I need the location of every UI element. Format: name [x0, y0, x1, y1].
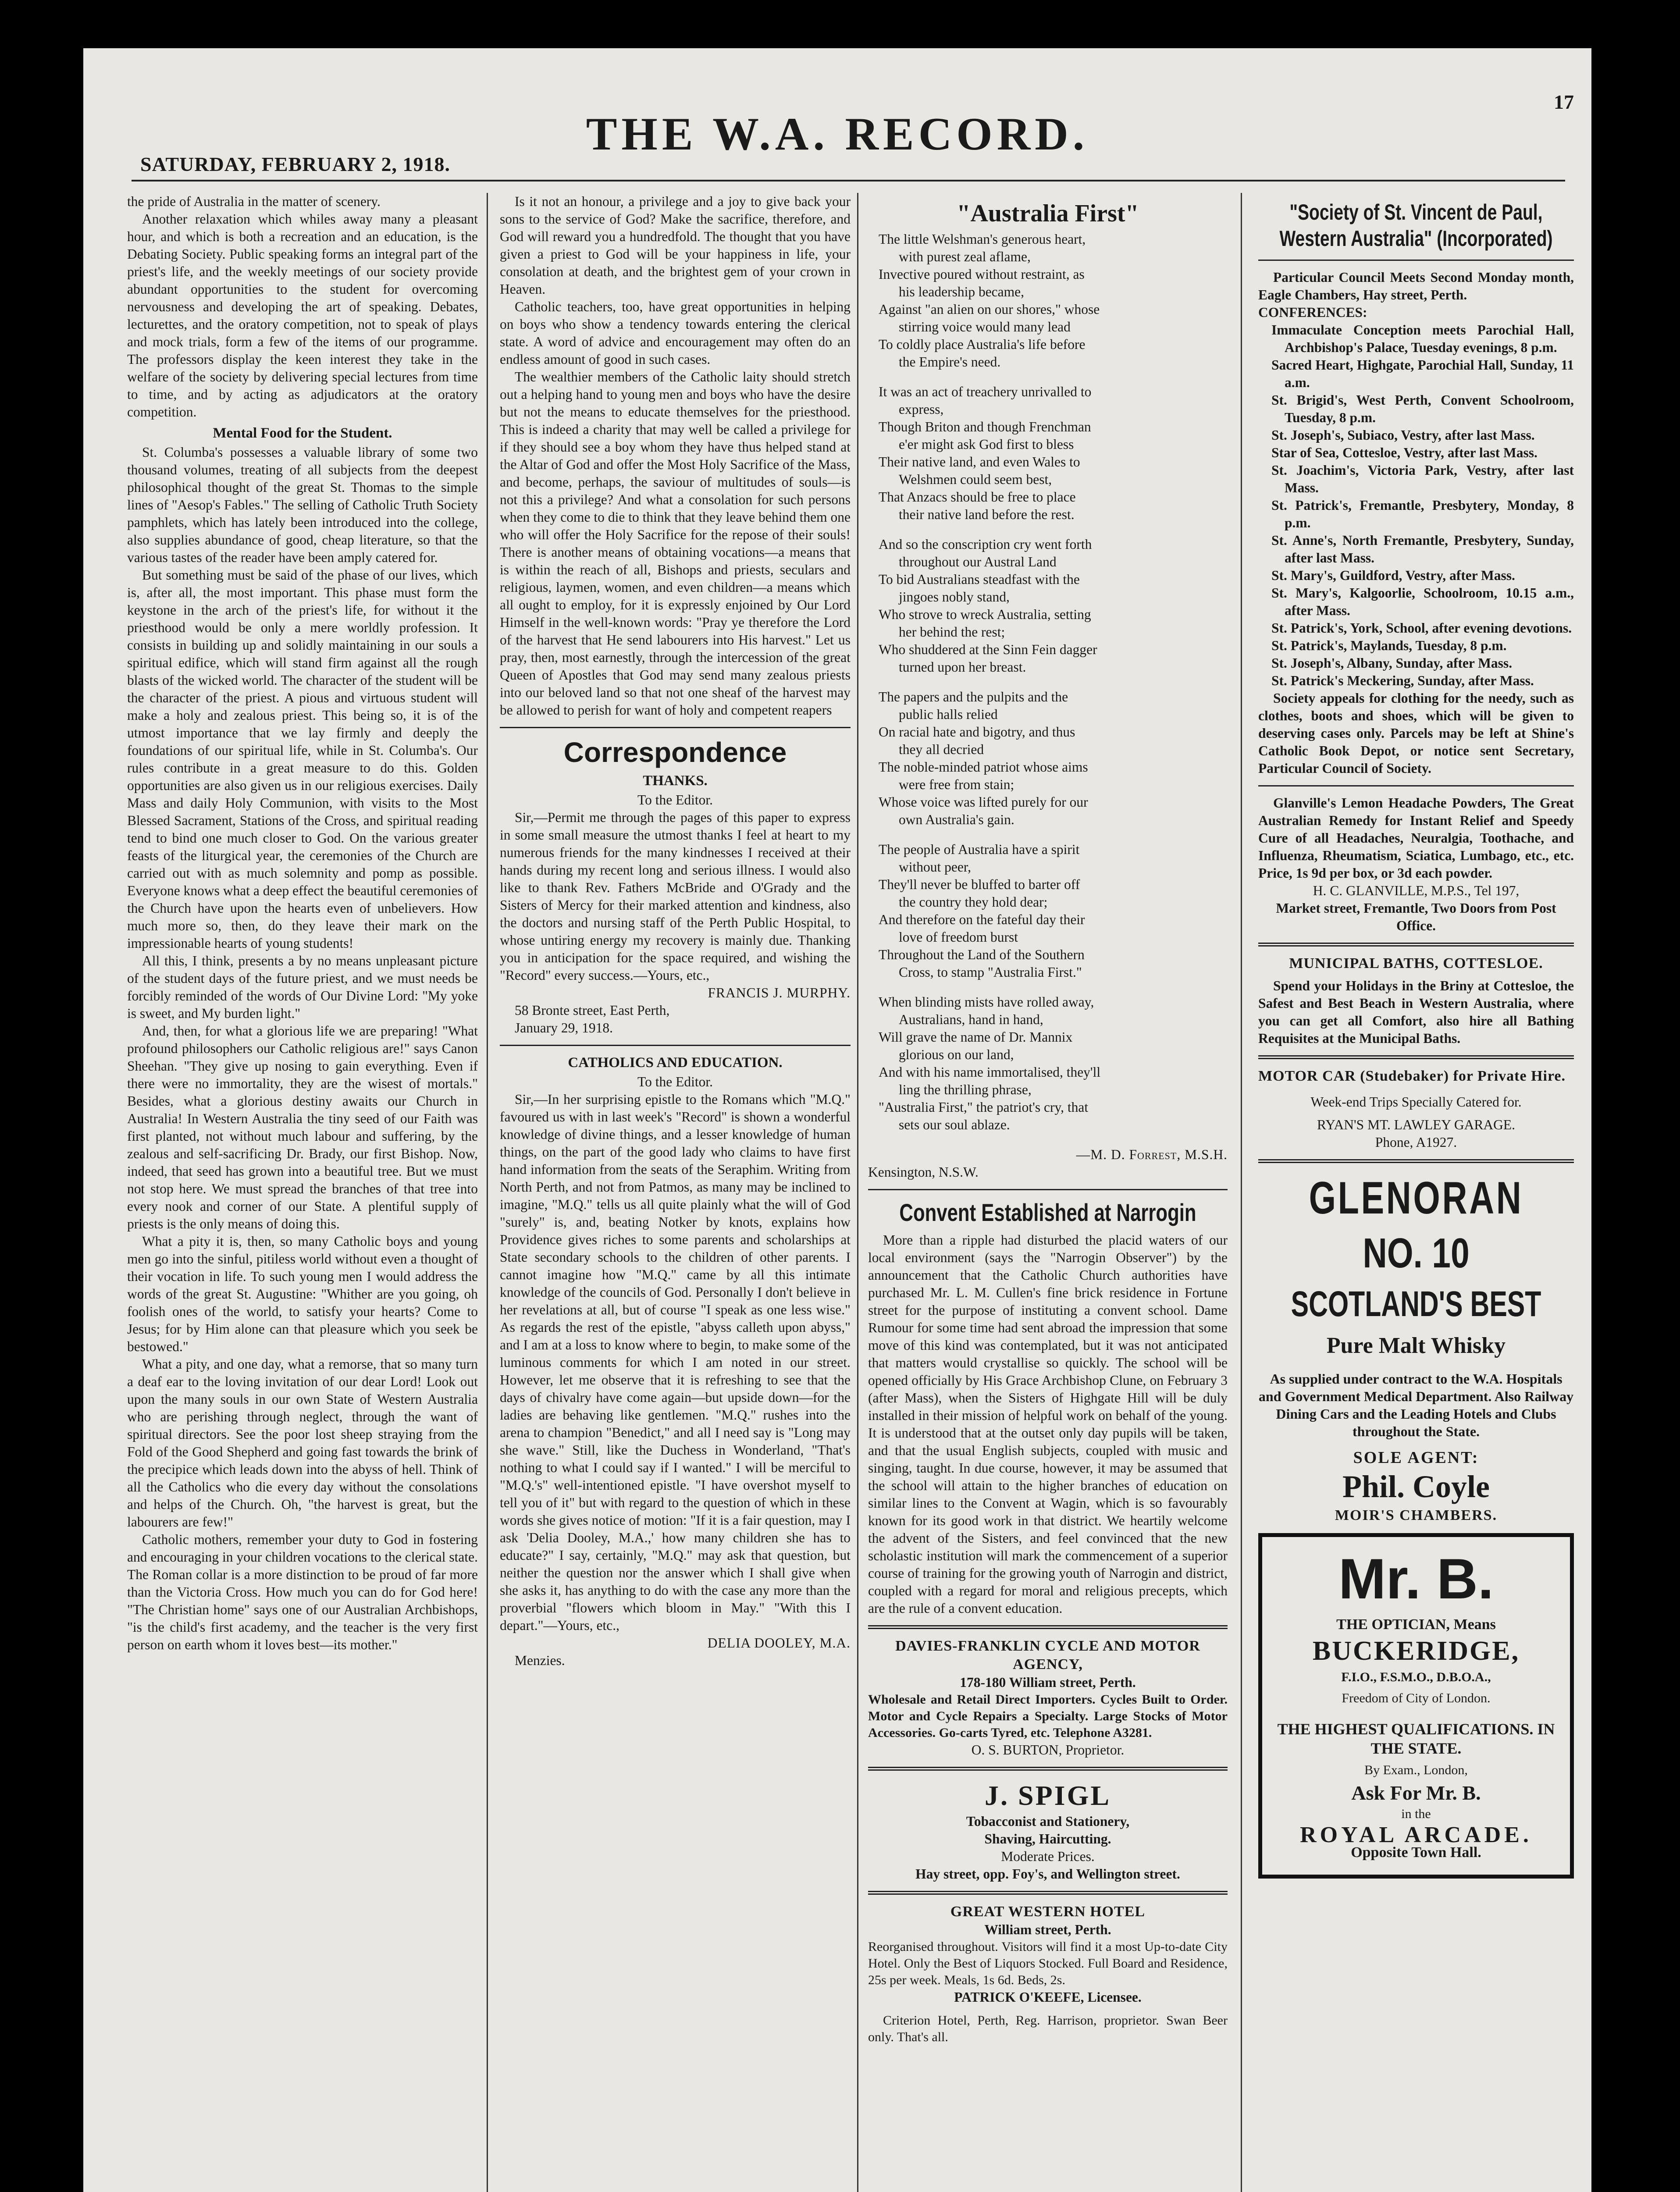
poem-line: his leadership became,	[899, 284, 1025, 299]
ad-title: MOTOR CAR (Studebaker) for Private Hire.	[1258, 1068, 1566, 1084]
ad-spigl	[868, 1779, 1228, 1883]
poem-line: The noble-minded patriot whose aims	[879, 759, 1088, 775]
conference-item: St. Patrick's, Maylands, Tuesday, 8 p.m.	[1271, 638, 1507, 653]
article-paragraph: All this, I think, presents a by no means unpleasant picture of the student days of the future priest, and we must needs be forcibly reminded of the words of Our Divine Lord: "My yoke is sweet, and My burden light."	[127, 953, 478, 1021]
ad-davies-franklin	[868, 1637, 1228, 1759]
conference-item: Star of Sea, Cottesloe, Vestry, after last Mass.	[1271, 445, 1538, 460]
ad-body: Wholesale and Retail Direct Importers. Cycles Built to Order. Motor and Cycle Repairs a Specialty. Large Stocks of Motor Accessories. Go-carts Tyred, etc. Telephone A3281.	[868, 1692, 1228, 1740]
letter-heading: CATHOLICS AND EDUCATION.	[568, 1055, 783, 1071]
poem-line: express,	[899, 402, 944, 417]
article-paragraph: Catholic mothers, remember your duty to God in fostering and encouraging in your children vocations to the clerical state. The Roman collar is a more distinction to be proud of far more than the Victoria Cross. How much you can do for God here! "The Christian home" says one of our Australian Archbishops, "is the child's first academy, and the teacher is the very first person on earth whom it loves best—its mother."	[127, 1532, 478, 1652]
society-title: "Society of St. Vincent de Paul, Western Australia" (Incorporated)	[1279, 200, 1553, 251]
ad-line: Opposite Town Hall.	[1351, 1844, 1481, 1861]
poem-line: turned upon her breast.	[899, 659, 1026, 675]
poem-line: without peer,	[899, 859, 971, 875]
poem-stanza	[868, 688, 1228, 829]
column-divider	[487, 193, 488, 2192]
ad-title: J. SPIGL	[984, 1780, 1111, 1811]
letter-date: January 29, 1918.	[515, 1020, 613, 1036]
poem-line: e'er might ask God first to bless	[899, 437, 1074, 452]
conference-item: St. Anne's, North Fremantle, Presbytery, Sunday, after last Mass.	[1271, 533, 1574, 566]
poem-line: the country they hold dear;	[899, 894, 1048, 910]
ad-body: As supplied under contract to the W.A. Hospitals and Government Medical Department. Also Railway Dining Cars and the Leading Hotels and Clubs throughout the State.	[1258, 1371, 1574, 1439]
poem-line: sets our soul ablaze.	[899, 1117, 1010, 1132]
poem-line: The little Welshman's generous heart,	[879, 231, 1086, 247]
ad-rule	[1258, 785, 1574, 786]
ad-glenoran-whisky	[1258, 1172, 1574, 1524]
letter-signature: FRANCIS J. MURPHY.	[708, 985, 851, 1000]
ad-line: RYAN'S MT. LAWLEY GARAGE.	[1317, 1117, 1515, 1132]
conferences-list	[1258, 321, 1574, 690]
masthead: THE W.A. RECORD.	[586, 108, 1089, 160]
conference-item: St. Patrick's, Fremantle, Presbytery, Monday, 8 p.m.	[1271, 498, 1574, 530]
ad-glanville	[1258, 794, 1574, 935]
newspaper-page	[83, 48, 1591, 2192]
ad-agent-label: SOLE AGENT:	[1353, 1448, 1479, 1467]
ad-line: in the	[1401, 1807, 1431, 1821]
column-divider	[1241, 193, 1242, 2192]
column-3	[868, 193, 1228, 2192]
ad-line: Shaving, Haircutting.	[984, 1831, 1111, 1847]
poem-line: On racial hate and bigotry, and thus	[879, 724, 1075, 740]
poem-line: The papers and the pulpits and the	[879, 689, 1068, 705]
column-1	[127, 193, 478, 2192]
letter-body: Sir,—Permit me through the pages of this paper to express in some small measure the utmost thanks I feel at heart to my numerous friends for the many kindnesses I received at their hands during my recent long and serious illness. I would also like to thank Rev. Fathers McBride and O'Grady and the Sisters of Mercy for their marked attention and kindness, also the doctors and nursing staff of the Perth Public Hospital, to whose untiring energy my recovery is mainly due. Thanking you in anticipation for the space required, and wishing the "Record" every success.—Yours, etc.,	[500, 810, 851, 983]
ad-address: William street, Perth.	[984, 1922, 1111, 1937]
letter-salutation: To the Editor.	[637, 1074, 713, 1089]
poem-line: Against "an alien on our shores," whose	[879, 302, 1100, 317]
poem-stanza	[868, 536, 1228, 676]
poem-line: To bid Australians steadfast with the	[879, 572, 1080, 587]
conference-item: St. Mary's, Kalgoorlie, Schoolroom, 10.15 a.m., after Mass.	[1271, 585, 1574, 618]
society-appeal: Society appeals for clothing for the needy, such as clothes, boots and shoes, which will be given to deserving cases only. Parcels may be left at Shine's Catholic Book Depot, or notice sent Secretary, Particular Council of Society.	[1258, 690, 1574, 776]
ad-motor-car	[1258, 1067, 1574, 1151]
letter-signature: DELIA DOOLEY, M.A.	[707, 1635, 851, 1651]
poem-line: own Australia's gain.	[899, 812, 1014, 827]
ad-body: Reorganised throughout. Visitors will find it a most Up-to-date City Hotel. Only the Best of Liquors Stocked. Full Board and Residence, 25s per week. Meals, 1s 6d. Beds, 2s.	[868, 1939, 1228, 1987]
ad-line: Week-end Trips Specially Catered for.	[1310, 1094, 1522, 1110]
article-paragraph: What a pity, and one day, what a remorse, that so many turn a deaf ear to the loving invitation of our dear Lord! Look out upon the many souls in our own State of Western Australia who are perishing through neglect, through the want of spiritual directors. See the poor lost sheep straying from the Fold of the Good Shepherd and going fast towards the brink of the precipice which leads down into the abyss of hell. Think of all the Catholics who die every day without the consolations and helps of the Church. Oh, "the harvest is great, but the labourers are few!"	[127, 1356, 478, 1530]
section-rule	[868, 1189, 1228, 1190]
poem-line: And with his name immortalised, they'll	[879, 1064, 1101, 1080]
poem-line: They'll never be bluffed to barter off	[879, 877, 1080, 892]
ad-title: GREAT WESTERN HOTEL	[950, 1904, 1146, 1920]
article-paragraph: But something must be said of the phase of our lives, which is, after all, the most important. This phase must form the keystone in the arch of the priest's life, for without it the priesthood would be only a mere worldly profession. It consists in building up and solidly maintaining in our souls a spiritual edifice, which will stand firm against all the rough blasts of the wicked world. The character of the student will be the character of the priest. A pious and virtuous student will make a holy and zealous priest. This being so, it is of the utmost importance that we lay firmly and deeply the foundations of our spiritual life, while in St. Columba's. Our rules contribute in a great measure to do this. Golden opportunities are also given us in our religious exercises. Daily Mass and daily Holy Communion, with visits to the Most Blessed Sacrament, Stations of the Cross, and spiritual reading tend to bind one much closer to God. On the various greater feasts of the liturgical year, the ceremonies of the Church are carried out with as much solemnity and pomp as possible. Everyone knows what a deep effect the beautiful ceremonies of the Church have upon the hearts even of unbelievers. How much more so, then, do they leave their mark on the impressionable hearts of young students!	[127, 567, 478, 951]
ad-rule	[868, 1767, 1228, 1771]
conference-item: St. Joseph's, Albany, Sunday, after Mass.	[1271, 655, 1513, 671]
poem-line: And so the conscription cry went forth	[879, 537, 1092, 552]
poem-line: Welshmen could seem best,	[899, 472, 1052, 487]
poem-line: the Empire's need.	[899, 354, 1001, 370]
ad-line: Hay street, opp. Foy's, and Wellington street.	[915, 1866, 1180, 1882]
conference-item: Sacred Heart, Highgate, Parochial Hall, Sunday, 11 a.m.	[1271, 357, 1574, 390]
poem-line: It was an act of treachery unrivalled to	[879, 384, 1092, 399]
poem	[868, 231, 1228, 1134]
ad-address: 178-180 William street, Perth.	[960, 1675, 1136, 1690]
poem-signature: —M. D. Forrest, M.S.H.	[1076, 1147, 1228, 1162]
conference-item: St. Joseph's, Subiaco, Vestry, after last Mass.	[1271, 427, 1535, 443]
poem-line: The people of Australia have a spirit	[879, 842, 1080, 857]
header-rule	[132, 180, 1565, 181]
poem-line: they all decried	[899, 742, 984, 757]
ad-line: ROYAL ARCADE.	[1300, 1822, 1532, 1847]
article-paragraph: And, then, for what a glorious life we are preparing! "What profound philosophers our Catholic religious are!" says Canon Sheehan. "They give up nosing to gain everything. Even if there were no immortality, they are the wisest of mortals." Besides, what a glorious destiny awaits our Church in Australia! In Western Australia the tiny seed of our Faith was first planted, not without much labour and suffering, by the zealous and self-sacrificing Dr. Brady, our first Bishop. Now, indeed, that seed has grown into a beautiful tree. But we must not stop here. We must spread the branches of that tree into every nook and corner of our State. A plentiful supply of priests is the only means of doing this.	[127, 1023, 478, 1231]
poem-line: And therefore on the fateful day their	[879, 912, 1085, 927]
ad-line: Moderate Prices.	[1001, 1849, 1095, 1864]
article-paragraph: What a pity it is, then, so many Catholic boys and young men go into the sinful, pitiless world without even a thought of their vocation in life. To such young men I would address the words of the great St. Augustine: "Whither are you going, oh foolish ones of the world, to satisfy your hearts? Come to Jesus; for by Him alone can that pleasure which you seek be bestowed."	[127, 1234, 478, 1354]
poem-line: Who shuddered at the Sinn Fein dagger	[879, 642, 1097, 657]
ad-rule	[868, 1891, 1228, 1895]
column-2	[500, 193, 851, 2192]
ad-agent-name: Phil. Coyle	[1342, 1469, 1490, 1504]
ad-address: Market street, Fremantle, Two Doors from Post Office.	[1276, 900, 1556, 933]
ad-footer: Criterion Hotel, Perth, Reg. Harrison, proprietor. Swan Beer only. That's all.	[868, 2013, 1228, 2044]
article-paragraph: The wealthier members of the Catholic laity should stretch out a helping hand to young men and boys who have the desire but not the means to educate themselves for the priesthood. This is indeed a charity that may well be called a privilege for if they should see a boy whom they have thus helped stand at the Altar of God and offer the Most Holy Sacrifice of the Mass, and become, perhaps, the saviour of multitudes of souls—is not this a privilege? And what a consolation for such persons when they come to die to think that they leave behind them one who will offer the Holy Sacrifice for the repose of their souls! There is another means of obtaining vocations—a means that is within the reach of all, Bishops and priests, seculars and religious, laymen, women, and even children—a means which all ought to employ, for it is expressly enjoined by Our Lord Himself in the well-known words: "Pray ye therefore the Lord of the harvest that He send labourers into His harvest." Let us pray, then, most earnestly, through the intercession of the great Queen of Apostles that God may send many zealous priests into our beloved land so that not one sheaf of the harvest may be allowed to perish for want of holy and competent reapers	[500, 369, 851, 718]
poem-line: That Anzacs should be free to place	[879, 489, 1076, 505]
poem-line: Their native land, and even Wales to	[879, 454, 1080, 470]
ad-licensee: PATRICK O'KEEFE, Licensee.	[954, 1989, 1142, 2005]
section-rule	[500, 1045, 851, 1046]
ad-subheadline: Pure Malt Whisky	[1326, 1333, 1506, 1358]
ad-title: MUNICIPAL BATHS, COTTESLOE.	[1289, 955, 1543, 971]
conferences-label: CONFERENCES:	[1258, 305, 1367, 320]
conference-item: St. Mary's, Guildford, Vestry, after Mass.	[1271, 568, 1515, 583]
poem-stanza	[868, 231, 1228, 371]
poem-line: with purest zeal aflame,	[899, 249, 1031, 264]
letter-body: Sir,—In her surprising epistle to the Romans which "M.Q." favoured us with in last week's "Record" is shown a wonderful knowledge of divine things, and a lesser knowledge of human things, on the part of the good lady who claims to have first hand information from the seats of the Seraphim. Writing from North Perth, and not from Patmos, as many may be inclined to imagine, "M.Q." tells us all quite plainly what the will of God "surely" is, and, beating Notker by knots, explains how Providence gives riches to some parents and scholarships at State secondary schools to the children of other parents. I cannot imagine how "M.Q." came by all this intimate knowledge of the councils of God. Personally I don't believe in her revelations at all, but of course "I speak as one less wise." As regards the rest of the epistle, "abyss calleth upon abyss," and I am at a loss to know where to begin, to make some of the luminous comments for which I am noted in our street. However, let me observe that it is refreshing to see that the days of chivalry have come again—but upside down—for the ladies are behaving like gentlemen. "M.Q." rushes into the arena to champion "Benedict," and all I need say is "Long may she wave." Still, like the Duchess in Wonderland, "That's nothing to what I could say if I wanted." I will be merciful to "M.Q.'s" well-intentioned epistle. "I have overshot myself to tell you of it" but with regard to the question of which in these words she gives notice of motion: "If it is a fair question, may I ask 'Delia Dooley, M.A.,' how many children she has to educate?" I say, certainly, "M.Q." may ask that question, but neither the question nor the answer which I shall give when she asks it, has anything to do with the case any more than the proverbial "flowers which bloom in May." "With this I depart."—Yours, etc.,	[500, 1092, 851, 1633]
correspondence-title: Correspondence	[563, 737, 787, 768]
ad-line: Freedom of City of London.	[1342, 1691, 1491, 1705]
ad-headline: Mr. B.	[1338, 1547, 1494, 1611]
issue-date: SATURDAY, FEBRUARY 2, 1918.	[140, 153, 450, 175]
letter-address: 58 Bronte street, East Perth,	[515, 1003, 670, 1018]
article-paragraph: Another relaxation which whiles away many a pleasant hour, and which is both a recreation and an education, is the Debating Society. Public speaking forms an integral part of the priest's life, and the weekly meetings of our society provide abundant opportunities to the student for overcoming nervousness and developing the art of speaking. Debates, lecturettes, and the oratory competition, not to speak of plays and mock trials, form a few of the items of our programme. The professors display the keen interest they take in the welfare of the society by delivering special lectures from time to time, and by acting as adjudicators at the oratory competition.	[127, 211, 478, 420]
poem-line: Throughout the Land of the Southern	[879, 947, 1085, 962]
poem-place: Kensington, N.S.W.	[868, 1164, 979, 1180]
poem-line: love of freedom burst	[899, 929, 1018, 945]
poem-line: public halls relied	[899, 707, 998, 722]
conference-item: St. Patrick's Meckering, Sunday, after Mass.	[1271, 673, 1534, 688]
poem-line: Though Briton and though Frenchman	[879, 419, 1091, 434]
ad-municipal-baths	[1258, 954, 1574, 1047]
poem-line: Whose voice was lifted purely for our	[879, 794, 1088, 810]
poem-line: Cross, to stamp "Australia First."	[899, 964, 1082, 980]
section-rule	[500, 727, 851, 728]
column-divider	[857, 193, 858, 2192]
ad-rule	[1258, 943, 1574, 947]
ad-address: MOIR'S CHAMBERS.	[1335, 1507, 1498, 1523]
ad-headline: SCOTLAND'S BEST	[1291, 1284, 1541, 1324]
poem-line: Who strove to wreck Australia, setting	[879, 607, 1091, 622]
ad-title: DAVIES-FRANKLIN CYCLE AND MOTOR AGENCY,	[895, 1638, 1200, 1672]
poem-stanza	[868, 993, 1228, 1134]
page-number: 17	[1554, 91, 1574, 113]
poem-line: "Australia First," the patriot's cry, that	[879, 1100, 1089, 1115]
article-paragraph: Is it not an honour, a privilege and a joy to give back your sons to the service of God? Make the sacrifice, therefore, and God will reward you a hundredfold. The thought that you have given a priest to God will be your happiness in life, your consolation at death, and the brightest gem of your crown in Heaven.	[500, 194, 851, 297]
ad-line: BUCKERIDGE,	[1312, 1636, 1520, 1666]
ad-mr-b-optician	[1258, 1533, 1574, 1879]
society-intro: Particular Council Meets Second Monday month, Eagle Chambers, Hay street, Perth.	[1258, 270, 1574, 302]
ad-line: Tobacconist and Stationery,	[966, 1814, 1130, 1829]
ad-rule	[868, 1625, 1228, 1629]
ad-line: By Exam., London,	[1364, 1763, 1468, 1777]
poem-line: throughout our Austral Land	[899, 554, 1057, 569]
article-paragraph: More than a ripple had disturbed the placid waters of our local environment (says the "Narrogin Observer") by the announcement that the Catholic Church authorities have purchased Mr. L. M. Cullen's fine brick residence in Fortune street for the purpose of instituting a convent school. Dame Rumour for some time had sent abroad the impression that some move of this kind was contemplated, but it was not anticipated that matters would crystallise so quickly. The school will be opened officially by His Grace Archbishop Clune, on February 3 (after Mass), when the Sisters of Highgate Hill will be duly installed in their mission of helpful work on behalf of the young. It is understood that at the outset only day pupils will be taken, and that the usual English subjects, coupled with music and singing, taught. In due course, however, it may be assumed that the school will attain to the higher branches of education on similar lines to the Convent at Wagin, which is so favourably known for its good work in that district. We heartily welcome the advent of the Sisters, and feel convinced that the new scholastic institution will mark the commencement of a superior course of training for the growing youth of Narrogin and district, coupled with a regard for moral and religious precepts, which are the rule of a convent education.	[868, 1232, 1228, 1616]
conference-item: Immaculate Conception meets Parochial Hall, Archbishop's Palace, Tuesday evenings, 8 p.m.	[1271, 322, 1574, 355]
column-4	[1258, 193, 1574, 2192]
ad-rule	[1258, 1159, 1574, 1163]
poem-title: "Australia First"	[957, 200, 1139, 227]
ad-rule	[1258, 1055, 1574, 1059]
poem-line: To coldly place Australia's life before	[879, 337, 1086, 352]
poem-line: ling the thrilling phrase,	[899, 1082, 1032, 1097]
ad-line: Ask For Mr. B.	[1351, 1782, 1481, 1804]
ad-headline: NO. 10	[1363, 1230, 1470, 1277]
poem-line: Will grave the name of Dr. Mannix	[879, 1029, 1073, 1045]
ad-great-western-hotel	[868, 1903, 1228, 2046]
poem-line: her behind the rest;	[899, 624, 1005, 640]
ad-body: Glanville's Lemon Headache Powders, The Great Australian Remedy for Instant Relief and Speedy Cure of all Headaches, Neuralgia, Toothache, and Influenza, Rheumatism, Sciatica, Lumbago, etc., etc. Price, 1s 9d per box, or 3d each powder.	[1258, 795, 1574, 881]
poem-line: their native land before the rest.	[899, 507, 1075, 522]
article-paragraph: St. Columba's possesses a valuable library of some two thousand volumes, treating of all subjects from the deepest philosophical thought of the great St. Thomas to the simple lines of "Aesop's Fables." The selling of Catholic Truth Society pamphlets, which has lately been introduced into the college, also supplies abundance of good, cheap literature, so that the various tastes of the reader have been amply catered for.	[127, 445, 478, 565]
poem-stanza	[868, 841, 1228, 981]
letter-salutation: To the Editor.	[637, 792, 713, 808]
convent-article-title: Convent Established at Narrogin	[899, 1199, 1196, 1226]
ad-line: F.I.O., F.S.M.O., D.B.O.A.,	[1341, 1670, 1491, 1684]
ad-name: H. C. GLANVILLE, M.P.S., Tel 197,	[1313, 883, 1520, 898]
article-subhead: Mental Food for the Student.	[213, 425, 392, 441]
conference-item: St. Brigid's, West Perth, Convent Schoolroom, Tuesday, 8 p.m.	[1271, 392, 1574, 425]
poem-line: Australians, hand in hand,	[899, 1012, 1043, 1027]
poem-line: jingoes nobly stand,	[899, 589, 1010, 605]
ad-line: Phone, A1927.	[1375, 1135, 1457, 1150]
poem-line: Invective poured without restraint, as	[879, 267, 1085, 282]
ad-headline: GLENORAN	[1309, 1173, 1523, 1224]
section-rule	[1258, 260, 1574, 261]
poem-line: were free from stain;	[899, 777, 1014, 792]
ad-line: THE OPTICIAN, Means	[1336, 1616, 1496, 1633]
ad-line: THE HIGHEST QUALIFICATIONS. IN THE STATE.	[1277, 1720, 1555, 1757]
conference-item: St. Joachim's, Victoria Park, Vestry, after last Mass.	[1271, 463, 1574, 495]
poem-line: When blinding mists have rolled away,	[879, 994, 1094, 1010]
article-paragraph: the pride of Australia in the matter of scenery.	[127, 194, 381, 209]
poem-stanza	[868, 383, 1228, 523]
ad-body: Spend your Holidays in the Briny at Cottesloe, the Safest and Best Beach in Western Australia, where you can get all Comfort, also hire all Bathing Requisites at the Municipal Baths.	[1258, 978, 1574, 1046]
poem-line: stirring voice would many lead	[899, 319, 1071, 334]
conference-item: St. Patrick's, York, School, after evening devotions.	[1271, 620, 1572, 636]
poem-line: glorious on our land,	[899, 1047, 1014, 1062]
letter-heading: THANKS.	[643, 773, 708, 789]
ad-proprietor: O. S. BURTON, Proprietor.	[971, 1742, 1125, 1758]
letter-address: Menzies.	[515, 1653, 565, 1668]
article-paragraph: Catholic teachers, too, have great opportunities in helping on boys who show a tendency towards entering the clerical state. A word of advice and encouragement may often do an endless amount of good in such cases.	[500, 299, 851, 367]
